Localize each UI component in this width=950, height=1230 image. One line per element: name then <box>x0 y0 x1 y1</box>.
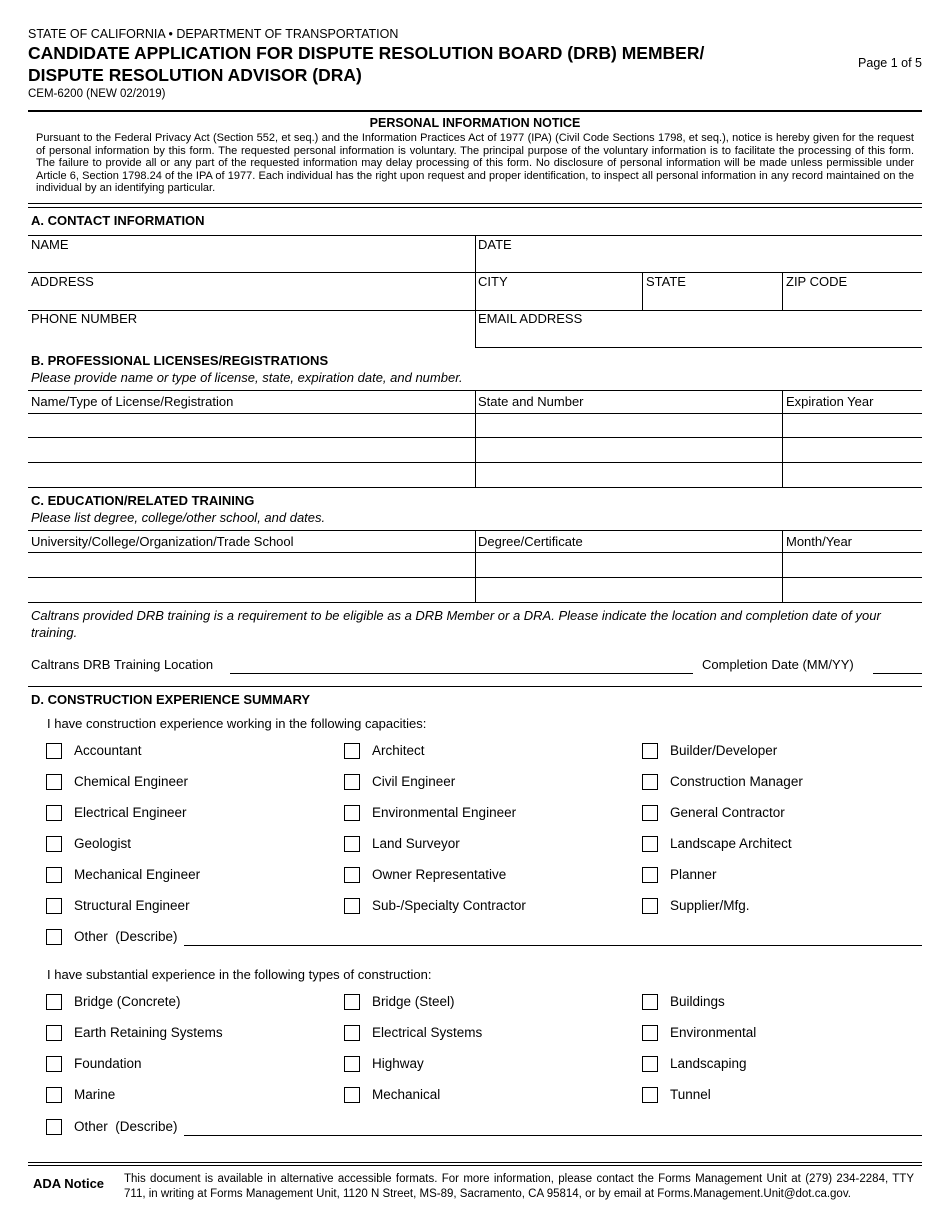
phone-label: PHONE NUMBER <box>31 311 138 326</box>
type-checkbox-buildings[interactable] <box>642 994 658 1010</box>
name-field[interactable] <box>28 236 475 272</box>
section-d-rule <box>28 686 922 687</box>
capacity-label: Supplier/Mfg. <box>670 898 750 913</box>
capacity-checkbox-land-surveyor[interactable] <box>344 836 360 852</box>
type-label: Marine <box>74 1087 116 1102</box>
form-title <box>28 42 828 86</box>
license-row-2-expiration[interactable] <box>783 438 922 462</box>
capacity-checkbox-construction-manager[interactable] <box>642 774 658 790</box>
license-name-header: Name/Type of License/Registration <box>31 394 234 409</box>
license-expiration-header: Expiration Year <box>786 394 874 409</box>
ada-notice-text: This document is available in alternative accessible formats. For more information, please contact the Forms Management Unit at (279) 234-2284, TTY 711, in writing at Forms Management Unit, 1120 N Street, MS-89, Sacramento, CA 95814, or by email at Forms.Management.Unit@dot.ca.gov. <box>124 1173 914 1200</box>
capacity-label: Landscape Architect <box>670 836 792 851</box>
license-row-1-state[interactable] <box>476 414 782 437</box>
type-label: Landscaping <box>670 1056 747 1071</box>
capacity-checkbox-landscape-architect[interactable] <box>642 836 658 852</box>
training-location-input[interactable] <box>230 656 693 674</box>
types-intro: I have substantial experience in the following types of construction: <box>47 967 432 982</box>
phone-field[interactable] <box>28 311 475 347</box>
completion-date-label: Completion Date (MM/YY) <box>702 657 854 672</box>
capacity-label: General Contractor <box>670 805 785 820</box>
type-checkbox-bridge-steel[interactable] <box>344 994 360 1010</box>
type-label: Bridge (Concrete) <box>74 994 181 1009</box>
address-label: ADDRESS <box>31 274 94 289</box>
capacity-label: Construction Manager <box>670 774 803 789</box>
license-row-1-expiration[interactable] <box>783 414 922 437</box>
department-line: STATE OF CALIFORNIA • DEPARTMENT OF TRANSPORTATION <box>28 27 399 41</box>
city-label: CITY <box>478 274 508 289</box>
month-year-header: Month/Year <box>786 534 853 549</box>
form-title-line1: CANDIDATE APPLICATION FOR DISPUTE RESOLUTION BOARD (DRB) MEMBER/ <box>28 43 705 63</box>
form-title-line2: DISPUTE RESOLUTION ADVISOR (DRA) <box>28 65 362 85</box>
type-checkbox-tunnel[interactable] <box>642 1087 658 1103</box>
footer-rule-top <box>28 1162 922 1163</box>
email-label: EMAIL ADDRESS <box>478 311 583 326</box>
section-c-instruction: Please list degree, college/other school, and dates. <box>31 510 326 525</box>
type-label: Highway <box>372 1056 424 1071</box>
capacity-checkbox-other[interactable] <box>46 929 62 945</box>
capacity-checkbox-builder-developer[interactable] <box>642 743 658 759</box>
type-label: Foundation <box>74 1056 142 1071</box>
row-rule <box>475 347 922 348</box>
capacity-other-input[interactable] <box>184 928 922 946</box>
form-number: CEM-6200 (NEW 02/2019) <box>28 88 166 100</box>
degree-header: Degree/Certificate <box>478 534 583 549</box>
type-checkbox-marine[interactable] <box>46 1087 62 1103</box>
type-label: Buildings <box>670 994 725 1009</box>
capacity-checkbox-civil-engineer[interactable] <box>344 774 360 790</box>
capacity-label: Environmental Engineer <box>372 805 517 820</box>
capacity-label: Accountant <box>74 743 142 758</box>
row-rule <box>28 487 922 488</box>
type-label: Earth Retaining Systems <box>74 1025 223 1040</box>
education-row-2-date[interactable] <box>783 578 922 602</box>
capacity-checkbox-general-contractor[interactable] <box>642 805 658 821</box>
section-b-heading: B. PROFESSIONAL LICENSES/REGISTRATIONS <box>31 353 329 368</box>
state-label: STATE <box>646 274 686 289</box>
capacity-label: Chemical Engineer <box>74 774 189 789</box>
address-field[interactable] <box>28 273 475 309</box>
notice-rule-top <box>28 203 922 204</box>
license-row-2-state[interactable] <box>476 438 782 462</box>
education-row-2-degree[interactable] <box>476 578 782 602</box>
capacity-label: Builder/Developer <box>670 743 778 758</box>
license-row-3-state[interactable] <box>476 463 782 487</box>
capacity-label: Architect <box>372 743 425 758</box>
capacity-label: Owner Representative <box>372 867 507 882</box>
type-label: Bridge (Steel) <box>372 994 455 1009</box>
completion-date-input[interactable] <box>873 656 922 674</box>
school-header: University/College/Organization/Trade School <box>31 534 294 549</box>
section-b-instruction: Please provide name or type of license, state, expiration date, and number. <box>31 370 463 385</box>
capacities-intro: I have construction experience working in the following capacities: <box>47 716 427 731</box>
capacity-checkbox-environmental-engineer[interactable] <box>344 805 360 821</box>
education-row-2-school[interactable] <box>28 578 475 602</box>
capacity-checkbox-structural-engineer[interactable] <box>46 898 62 914</box>
education-row-1-date[interactable] <box>783 553 922 577</box>
capacity-label: Structural Engineer <box>74 898 190 913</box>
page-number: Page 1 of 5 <box>858 56 922 70</box>
capacity-label: Mechanical Engineer <box>74 867 201 882</box>
capacity-checkbox-mechanical-engineer[interactable] <box>46 867 62 883</box>
capacity-checkbox-planner[interactable] <box>642 867 658 883</box>
capacity-checkbox-supplier-mfg[interactable] <box>642 898 658 914</box>
type-checkbox-other[interactable] <box>46 1119 62 1135</box>
type-checkbox-foundation[interactable] <box>46 1056 62 1072</box>
capacity-checkbox-accountant[interactable] <box>46 743 62 759</box>
capacity-label: Geologist <box>74 836 132 851</box>
email-field[interactable] <box>476 311 922 347</box>
notice-rule-bottom <box>28 207 922 208</box>
type-other-label: Other (Describe) <box>74 1119 178 1134</box>
capacity-checkbox-chemical-engineer[interactable] <box>46 774 62 790</box>
state-field[interactable] <box>643 273 782 309</box>
ada-notice-label: ADA Notice <box>33 1176 105 1191</box>
capacity-checkbox-owner-representative[interactable] <box>344 867 360 883</box>
capacity-label: Civil Engineer <box>372 774 456 789</box>
type-checkbox-landscaping[interactable] <box>642 1056 658 1072</box>
capacity-checkbox-electrical-engineer[interactable] <box>46 805 62 821</box>
training-location-label: Caltrans DRB Training Location <box>31 657 214 672</box>
capacity-label: Planner <box>670 867 717 882</box>
type-label: Tunnel <box>670 1087 711 1102</box>
license-row-3-name[interactable] <box>28 463 475 487</box>
notice-title: PERSONAL INFORMATION NOTICE <box>369 116 581 130</box>
section-a-heading: A. CONTACT INFORMATION <box>31 213 205 228</box>
type-label: Mechanical <box>372 1087 441 1102</box>
type-checkbox-environmental[interactable] <box>642 1025 658 1041</box>
education-row-1-degree[interactable] <box>476 553 782 577</box>
type-checkbox-bridge-concrete[interactable] <box>46 994 62 1010</box>
capacity-label: Electrical Engineer <box>74 805 187 820</box>
type-label: Electrical Systems <box>372 1025 483 1040</box>
type-other-input[interactable] <box>184 1118 922 1136</box>
training-note: Caltrans provided DRB training is a requirement to be eligible as a DRB Member or a DRA. Please indicate the location and completion date of your training. <box>31 608 881 640</box>
education-row-1-school[interactable] <box>28 553 475 577</box>
zip-label: ZIP CODE <box>786 274 848 289</box>
capacity-checkbox-geologist[interactable] <box>46 836 62 852</box>
license-row-2-name[interactable] <box>28 438 475 462</box>
notice-body: Pursuant to the Federal Privacy Act (Section 552, et seq.) and the Information Practices Act of 1977 (IPA) (Civil Code Sections 1798, et seq.), notice is hereby given for the request of personal information by this form. The requested personal information is voluntary. The principal purpose of the voluntary information is to facilitate the processing of this form. The failure to provide all or any part of the requested information may delay processing of this form. No disclosure of personal information will be made unless permissible under Article 6, Section 1798.24 of the IPA of 1977. Each individual has the right upon request and proper identification, to inspect all personal information in any record maintained on the individual by an identifying particular. <box>36 132 914 195</box>
capacity-checkbox-sub-specialty-contractor[interactable] <box>344 898 360 914</box>
capacity-other-label: Other (Describe) <box>74 929 178 944</box>
type-checkbox-electrical-systems[interactable] <box>344 1025 360 1041</box>
city-field[interactable] <box>476 273 642 309</box>
type-checkbox-highway[interactable] <box>344 1056 360 1072</box>
row-rule <box>28 602 922 603</box>
zip-field[interactable] <box>783 273 922 309</box>
type-checkbox-earth-retaining-systems[interactable] <box>46 1025 62 1041</box>
type-label: Environmental <box>670 1025 757 1040</box>
footer-rule-bottom <box>28 1165 922 1166</box>
capacity-label: Land Surveyor <box>372 836 460 851</box>
capacity-label: Sub-/Specialty Contractor <box>372 898 526 913</box>
section-c-heading: C. EDUCATION/RELATED TRAINING <box>31 493 255 508</box>
name-label: NAME <box>31 237 69 252</box>
header-rule <box>28 110 922 112</box>
license-state-header: State and Number <box>478 394 584 409</box>
capacity-checkbox-architect[interactable] <box>344 743 360 759</box>
license-row-1-name[interactable] <box>28 414 475 437</box>
section-d-heading: D. CONSTRUCTION EXPERIENCE SUMMARY <box>31 692 311 707</box>
date-field[interactable] <box>476 236 922 272</box>
date-label: DATE <box>478 237 512 252</box>
type-checkbox-mechanical[interactable] <box>344 1087 360 1103</box>
license-row-3-expiration[interactable] <box>783 463 922 487</box>
